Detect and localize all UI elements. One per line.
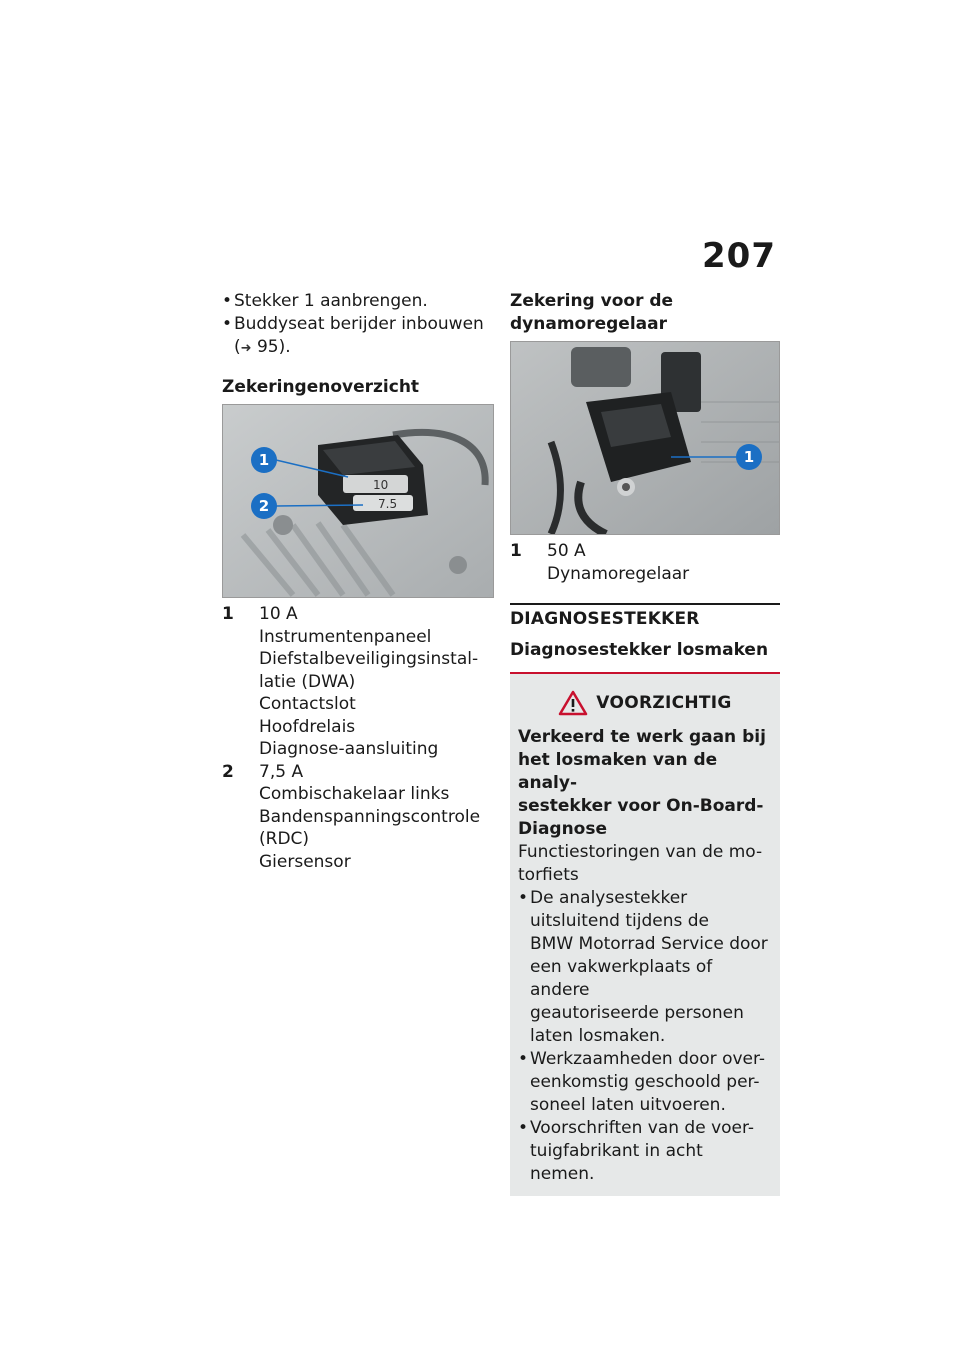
bullet-line: laten losmaken. (530, 1026, 666, 1046)
legend-line: latie (DWA) (259, 671, 356, 692)
arrow-right-icon: ➜ (240, 341, 252, 356)
fuse-box-photo (222, 404, 494, 598)
regulator-photo (510, 341, 780, 535)
fuse-legend (222, 603, 494, 873)
legend-line: 7,5 A (259, 761, 304, 782)
legend-line: Dynamoregelaar (547, 563, 690, 584)
legend-number: 1 (222, 604, 234, 624)
bullet-text: Buddyseat berijder inbouwen (234, 314, 484, 334)
legend-line: (RDC) (259, 829, 310, 849)
warning-header (518, 690, 772, 716)
warning-bullet (518, 1048, 772, 1117)
consequence-line: torfiets (518, 865, 579, 885)
page-reference-text: 95). (256, 337, 291, 357)
bullet-line: • Voorschriften van de voer- (530, 1118, 755, 1138)
fuse-label-7-5: 7.5 (378, 497, 398, 511)
legend-line: Diefstalbeveiligingsinstal- (259, 649, 479, 669)
bullet-line: BMW Motorrad Service door (530, 934, 768, 954)
legend-line: Diagnose-aansluiting (259, 739, 439, 759)
legend-line: Giersensor (259, 851, 351, 872)
bullet-line: • Werkzaamheden door over- (530, 1049, 766, 1069)
callout-1: 1 (258, 451, 270, 469)
instruction-bullet (222, 290, 494, 313)
callout-2: 2 (258, 497, 270, 515)
sub-heading: Diagnosestekker losmaken (510, 640, 769, 660)
heading-line: Zekering voor de (510, 291, 674, 311)
bullet-line: tuigfabrikant in acht nemen. (530, 1141, 703, 1184)
hazard-line: het losmaken van de analy- (518, 750, 718, 793)
fuse-label-10: 10 (373, 478, 389, 492)
regulator-legend (510, 540, 780, 585)
legend-number: 2 (222, 761, 234, 782)
warning-title: VOORZICHTIG (596, 693, 732, 713)
legend-item (510, 540, 780, 585)
hazard-line: sestekker voor On-Board- (518, 796, 764, 816)
legend-line: Instrumentenpaneel (259, 626, 432, 647)
legend-number: 1 (510, 541, 522, 561)
bullet-line: • De analysestekker (530, 888, 688, 908)
legend-line: Bandenspanningscontrole (259, 806, 481, 827)
left-column (222, 290, 494, 873)
warning-hazard (518, 726, 772, 841)
hazard-line: Verkeerd te werk gaan bij (518, 727, 766, 747)
section-title: DIAGNOSESTEKKER (510, 609, 700, 629)
warning-triangle-icon (558, 690, 588, 716)
page-number: 207 (702, 236, 776, 276)
legend-item (222, 603, 494, 761)
callout-1: 1 (743, 448, 755, 466)
heading-line: dynamoregelaar (510, 314, 667, 334)
legend-line: Hoofdrelais (259, 716, 356, 737)
legend-line: Contactslot (259, 694, 356, 714)
bullet-line: soneel laten uitvoeren. (530, 1095, 726, 1115)
bullet-text: Stekker 1 aanbrengen. (234, 291, 428, 311)
bullet-line: een vakwerkplaats of andere (530, 957, 713, 1000)
instruction-bullet (222, 313, 494, 360)
regulator-fuse-heading (510, 290, 780, 336)
hazard-line: Diagnose (518, 819, 608, 839)
legend-line: Combischakelaar links (259, 784, 450, 804)
page-reference: (➜ 95). (234, 337, 291, 357)
section-divider (510, 603, 780, 605)
warning-bullet (518, 887, 772, 1048)
legend-line: 10 A (259, 604, 298, 624)
warning-box (510, 674, 780, 1196)
legend-item (222, 761, 494, 874)
bullet-line: uitsluitend tijdens de (530, 911, 709, 931)
warning-bullet (518, 1117, 772, 1186)
legend-line: 50 A (547, 541, 586, 561)
warning-consequence (518, 841, 772, 887)
right-column (510, 290, 780, 1196)
consequence-line: Functiestoringen van de mo- (518, 842, 763, 862)
fuse-overview-heading: Zekeringenoverzicht (222, 377, 420, 397)
bullet-line: eenkomstig geschoold per- (530, 1072, 760, 1092)
bullet-line: geautoriseerde personen (530, 1003, 744, 1023)
